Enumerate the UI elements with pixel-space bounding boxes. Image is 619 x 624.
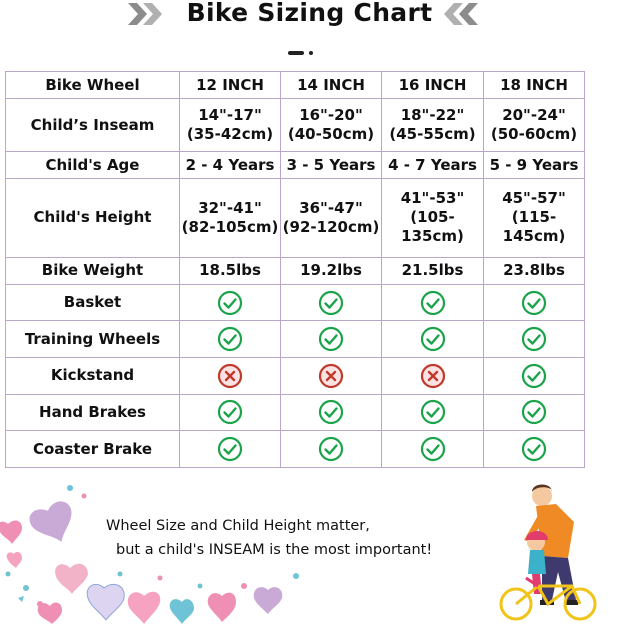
row-label: Basket bbox=[6, 284, 180, 321]
cell-line: 32"-41" bbox=[198, 198, 262, 217]
table-cell bbox=[281, 151, 382, 178]
tip-line-1: Wheel Size and Child Height matter, bbox=[106, 518, 370, 534]
cross-circle-icon bbox=[318, 363, 344, 389]
check-circle-icon bbox=[217, 290, 243, 316]
table-cell bbox=[281, 431, 382, 468]
table-cell bbox=[382, 321, 484, 358]
table-cell bbox=[382, 257, 484, 284]
cell-line: 20"-24" bbox=[502, 106, 566, 125]
check-circle-icon bbox=[521, 363, 547, 389]
table-cell bbox=[281, 257, 382, 284]
check-circle-icon bbox=[420, 326, 446, 352]
table-cell bbox=[180, 99, 281, 152]
table-cell bbox=[382, 431, 484, 468]
table-cell bbox=[382, 284, 484, 321]
table-cell bbox=[180, 284, 281, 321]
row-label: Kickstand bbox=[6, 358, 180, 395]
cell-line: 4 - 7 Years bbox=[388, 155, 477, 174]
cell-line: 45"-57" bbox=[502, 189, 566, 208]
tip-line-2: but a child's INSEAM is the most important! bbox=[116, 542, 433, 558]
row-label: Child’s Inseam bbox=[6, 99, 180, 152]
table-cell bbox=[382, 151, 484, 178]
table-cell bbox=[382, 179, 484, 258]
check-circle-icon bbox=[521, 326, 547, 352]
table-cell bbox=[281, 321, 382, 358]
table-row bbox=[6, 99, 585, 152]
table-cell bbox=[281, 358, 382, 395]
column-header: 14 INCH bbox=[281, 72, 382, 99]
check-circle-icon bbox=[420, 399, 446, 425]
check-circle-icon bbox=[521, 290, 547, 316]
table-header-row bbox=[6, 72, 585, 99]
check-circle-icon bbox=[318, 399, 344, 425]
cell-line: 18.5lbs bbox=[199, 261, 261, 280]
table-row bbox=[6, 394, 585, 431]
table-row bbox=[6, 179, 585, 258]
table-row bbox=[6, 257, 585, 284]
row-label: Training Wheels bbox=[6, 321, 180, 358]
table-cell bbox=[382, 394, 484, 431]
row-label: Bike Weight bbox=[6, 257, 180, 284]
table-cell bbox=[180, 431, 281, 468]
cross-circle-icon bbox=[217, 363, 243, 389]
row-label: Child's Height bbox=[6, 179, 180, 258]
table-cell bbox=[180, 179, 281, 258]
table-cell bbox=[281, 394, 382, 431]
cell-line: 3 - 5 Years bbox=[286, 155, 376, 174]
cell-line: 2 - 4 Years bbox=[185, 155, 275, 174]
row-label: Coaster Brake bbox=[6, 431, 180, 468]
column-header: 12 INCH bbox=[180, 72, 281, 99]
check-circle-icon bbox=[318, 326, 344, 352]
table-cell bbox=[281, 179, 382, 258]
check-circle-icon bbox=[318, 436, 344, 462]
check-circle-icon bbox=[521, 436, 547, 462]
table-cell bbox=[484, 321, 585, 358]
table-cell bbox=[281, 99, 382, 152]
table-cell bbox=[484, 394, 585, 431]
cross-circle-icon bbox=[420, 363, 446, 389]
row-label: Hand Brakes bbox=[6, 394, 180, 431]
column-header: 16 INCH bbox=[382, 72, 484, 99]
table-cell bbox=[382, 358, 484, 395]
table-cell bbox=[484, 151, 585, 178]
table-cell bbox=[180, 358, 281, 395]
double-chevron-left-icon bbox=[438, 3, 478, 25]
cell-line: (50-60cm) bbox=[490, 125, 578, 144]
cell-line: 16"-20" bbox=[299, 106, 363, 125]
cell-line: 14"-17" bbox=[198, 106, 262, 125]
check-circle-icon bbox=[217, 436, 243, 462]
cell-line: 18"-22" bbox=[400, 106, 465, 125]
table-cell bbox=[484, 99, 585, 152]
cell-line: (35-42cm) bbox=[186, 125, 274, 144]
check-circle-icon bbox=[318, 290, 344, 316]
table-cell bbox=[484, 179, 585, 258]
cell-line: (115-145cm) bbox=[502, 208, 566, 246]
check-circle-icon bbox=[420, 290, 446, 316]
page-title: Bike Sizing Chart bbox=[186, 0, 433, 27]
table-cell bbox=[484, 284, 585, 321]
row-label: Child's Age bbox=[6, 151, 180, 178]
cell-line: 5 - 9 Years bbox=[489, 155, 579, 174]
table-row bbox=[6, 358, 585, 395]
cell-line: (105-135cm) bbox=[401, 208, 464, 246]
title-banner bbox=[0, 0, 619, 30]
table-row bbox=[6, 284, 585, 321]
table-cell bbox=[180, 321, 281, 358]
cell-line: (40-50cm) bbox=[287, 125, 375, 144]
heart-icon bbox=[27, 498, 81, 549]
table-row bbox=[6, 431, 585, 468]
column-header: 18 INCH bbox=[484, 72, 585, 99]
table-row bbox=[6, 151, 585, 178]
table-row bbox=[6, 321, 585, 358]
check-circle-icon bbox=[217, 326, 243, 352]
row-label: Bike Wheel bbox=[6, 72, 180, 99]
table-cell bbox=[484, 358, 585, 395]
table-cell bbox=[484, 431, 585, 468]
table-cell bbox=[484, 257, 585, 284]
cell-line: 23.8lbs bbox=[503, 261, 565, 280]
cell-line: (92-120cm) bbox=[282, 217, 380, 236]
check-circle-icon bbox=[217, 399, 243, 425]
cell-line: 41"-53" bbox=[400, 189, 465, 208]
check-circle-icon bbox=[521, 399, 547, 425]
table-cell bbox=[180, 151, 281, 178]
title-underline-dot bbox=[309, 51, 313, 55]
parent-child-bike-illustration bbox=[496, 482, 619, 624]
title-underline bbox=[288, 51, 304, 55]
table-cell bbox=[180, 394, 281, 431]
check-circle-icon bbox=[420, 436, 446, 462]
cell-line: (82-105cm) bbox=[181, 217, 279, 236]
cell-line: 19.2lbs bbox=[300, 261, 362, 280]
table-cell bbox=[281, 284, 382, 321]
sizing-table bbox=[5, 71, 585, 468]
table-cell bbox=[180, 257, 281, 284]
table-cell bbox=[382, 99, 484, 152]
cell-line: 21.5lbs bbox=[401, 261, 464, 280]
cell-line: 36"-47" bbox=[299, 198, 363, 217]
cell-line: (45-55cm) bbox=[389, 125, 476, 144]
